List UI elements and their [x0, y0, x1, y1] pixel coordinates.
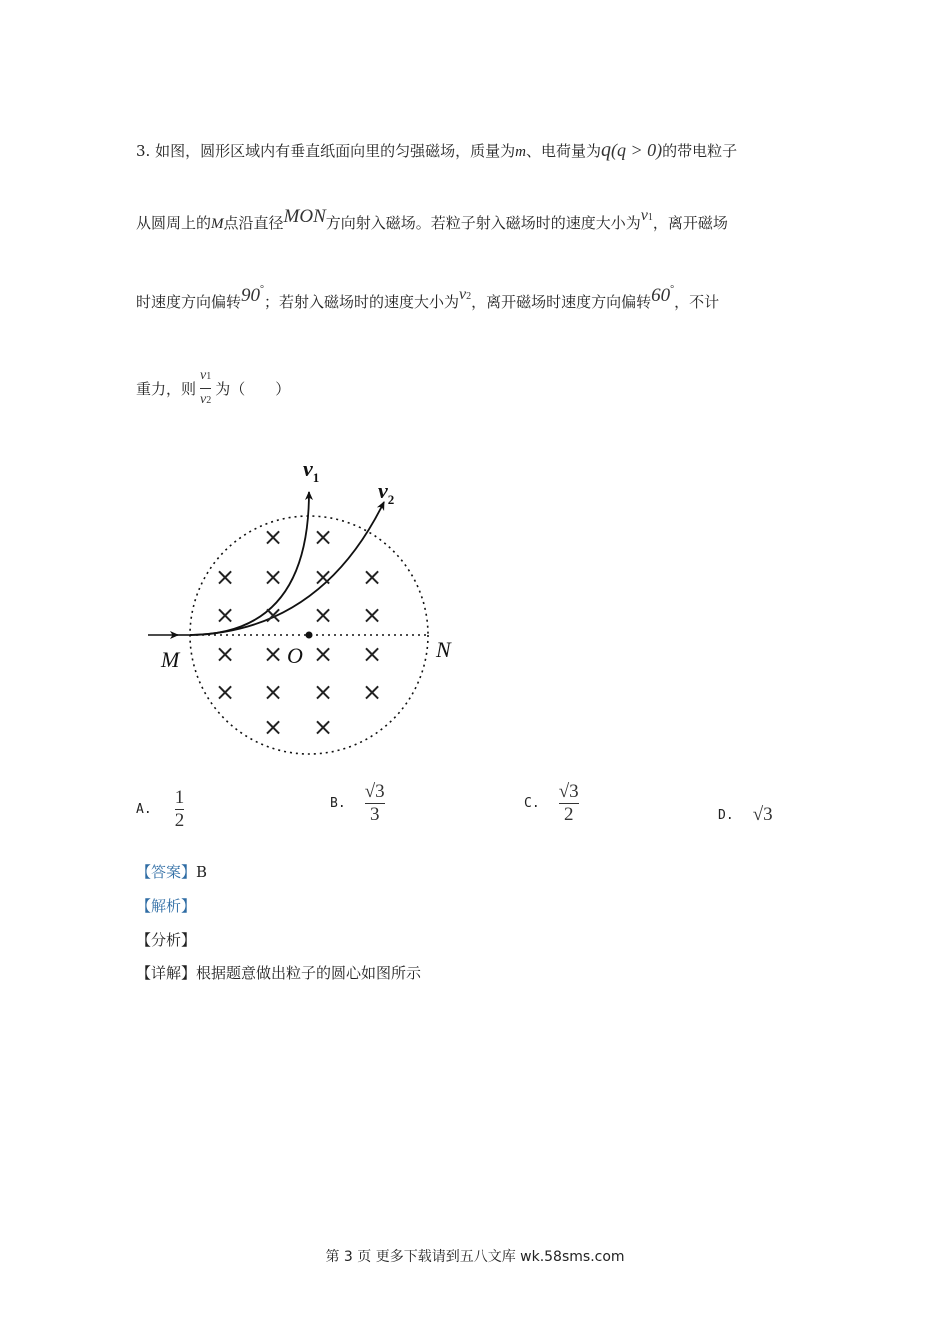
field-cross: ×: [312, 713, 334, 741]
field-cross: ×: [361, 601, 383, 629]
field-cross: ×: [214, 640, 236, 668]
field-cross: ×: [312, 523, 334, 551]
label-m: M: [161, 647, 180, 672]
option-b-letter: B.: [330, 796, 346, 811]
field-cross: ×: [262, 601, 284, 629]
option-a-letter: A.: [136, 802, 152, 817]
detail-row: [136, 962, 421, 983]
page-footer: 第 3 页 更多下载请到五八文库 wk.58sms.com: [325, 1249, 625, 1265]
field-cross: ×: [312, 640, 334, 668]
field-cross: ×: [361, 640, 383, 668]
option-d-letter: D.: [718, 807, 734, 823]
question-line-4: [136, 366, 290, 411]
question-text: 方向射入磁场。若粒子射入磁场时的速度大小为: [325, 214, 641, 232]
field-cross: ×: [214, 678, 236, 706]
question-line-3: [136, 284, 720, 313]
v1-symbol: v1: [640, 207, 653, 224]
magnetic-field-figure: [140, 450, 480, 770]
field-cross: ×: [312, 601, 334, 629]
answer-row: [136, 861, 207, 882]
option-b[interactable]: [330, 782, 385, 825]
option-c-value: $\frac{√3}{2}$: [558, 781, 579, 825]
detail-tag: 【详解】: [136, 964, 197, 982]
question-text: 、电荷量为: [525, 142, 601, 160]
fenxi-tag: 【分析】: [136, 931, 197, 949]
trajectory-v1: [190, 492, 309, 635]
question-text: ，不计: [674, 293, 720, 311]
fenxi-row: [136, 929, 196, 950]
charge-symbol: q: [600, 139, 611, 161]
question-text: ；若射入磁场时的速度大小为: [264, 293, 460, 311]
charge-condition: (q > 0): [610, 140, 663, 160]
question-text: 3. 如图，圆形区域内有垂直纸面向里的匀强磁场，质量为: [136, 142, 516, 160]
question-text: 时速度方向偏转: [136, 293, 242, 311]
ratio-fraction: $\frac{v1}{v2}$: [200, 368, 212, 407]
label-o: O: [287, 643, 303, 668]
question-line-1: [136, 139, 737, 162]
question-line-2: [136, 206, 728, 234]
option-c[interactable]: [524, 782, 579, 825]
answer-value: B: [196, 863, 208, 881]
label-v1: $v_1$: [303, 456, 320, 485]
field-cross: ×: [312, 678, 334, 706]
field-cross: ×: [262, 640, 284, 668]
field-cross: ×: [312, 563, 334, 591]
question-text: 为（ ）: [215, 380, 291, 398]
field-cross: ×: [361, 678, 383, 706]
diameter-symbol: MON: [283, 206, 326, 227]
field-cross: ×: [262, 563, 284, 591]
option-d-value: √3: [752, 804, 773, 825]
question-text: ，离开磁场时速度方向偏转: [471, 293, 652, 311]
question-text: 点沿直径: [223, 214, 284, 232]
angle-90: 90°: [241, 284, 265, 306]
center-point: [306, 632, 313, 639]
question-text: ，离开磁场: [652, 214, 728, 232]
option-d[interactable]: [718, 804, 773, 826]
mass-symbol: m: [515, 144, 526, 160]
option-c-letter: C.: [524, 796, 540, 811]
analysis-tag: 【解析】: [136, 897, 197, 915]
detail-text: 根据题意做出粒子的圆心如图所示: [196, 964, 422, 982]
question-text: 的带电粒子: [662, 142, 738, 160]
field-cross: ×: [262, 713, 284, 741]
label-v2: $v_2$: [378, 478, 395, 507]
option-a-value: $\frac{1}{2}$: [174, 787, 185, 831]
v2-symbol: v2: [459, 286, 472, 303]
option-b-value: $\frac{√3}{3}$: [364, 781, 385, 825]
field-cross: ×: [214, 601, 236, 629]
angle-60: 60°: [651, 284, 675, 306]
field-cross: ×: [262, 678, 284, 706]
field-crosses: [215, 523, 382, 741]
analysis-row: [136, 895, 196, 916]
field-cross: ×: [214, 563, 236, 591]
point-m-symbol: M: [211, 216, 224, 232]
option-a[interactable]: [136, 788, 184, 831]
field-cross: ×: [262, 523, 284, 551]
question-text: 从圆周上的: [136, 214, 212, 232]
field-cross: ×: [361, 563, 383, 591]
question-text: 重力，则: [136, 380, 197, 398]
answer-tag: 【答案】: [136, 863, 197, 881]
label-n: N: [436, 637, 451, 662]
